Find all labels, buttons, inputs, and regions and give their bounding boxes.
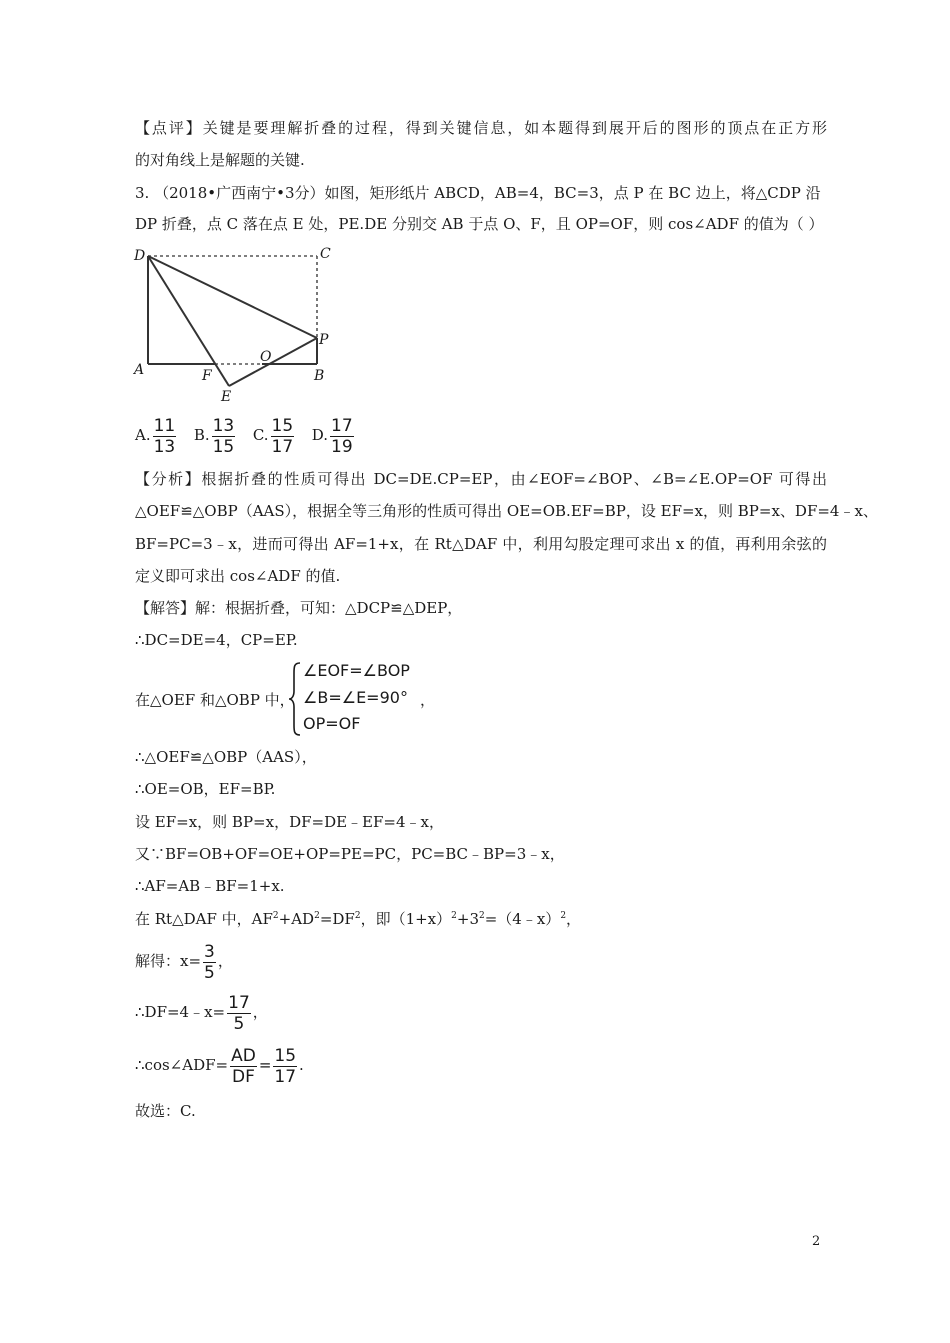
option-a[interactable]: A. $\frac{11}{13}$ [135,415,176,457]
label-f: F [202,368,212,384]
label-p: P [319,332,329,348]
solution-line-8: ∴AF=AB﹣BF=1+x. [135,877,285,895]
solution-line-7: 又∵BF=OB+OF=OE+OP=PE=PC，PC=BC﹣BP=3﹣x， [135,845,565,863]
system-eq-2: ∠B=∠E=90° [303,688,408,707]
label-c: C [320,246,331,262]
solution-line-2: ∴DC=DE=4，CP=EP. [135,631,298,649]
review-line-2: 的对角线上是解题的关键. [135,151,305,169]
analysis-line-2: △OEF≌△OBP（AAS），根据全等三角形的性质可得出 OE=OB.EF=BP，设 EF=x，则 BP=x、DF=4﹣x、 [135,502,878,520]
solution-line-5: ∴OE=OB，EF=BP. [135,780,276,798]
solution-line-3-prefix: 在△OEF 和△OBP 中， [135,691,295,709]
analysis-line-4: 定义即可求出 cos∠ADF 的值. [135,567,341,585]
solution-line-11: ∴DF=4﹣x= $\frac{17}{5}$ ， [135,992,268,1034]
page-number: 2 [812,1234,821,1249]
question-line-2: DP 折叠，点 C 落在点 E 处，PE.DE 分别交 AB 于点 O、F，且 OP=OF，则 cos∠ADF 的值为（ ） [135,215,824,233]
system-brace-icon [288,661,302,737]
solution-line-4: ∴△OEF≌△OBP（AAS）， [135,748,317,766]
edge-ep [229,338,317,386]
analysis-line-3: BF=PC=3﹣x，进而可得出 AF=1+x，在 Rt△DAF 中，利用勾股定理可求出 x 的值，再利用余弦的 [135,535,827,553]
system-eq-3: OP=OF [303,714,361,733]
solution-line-1: 【解答】解：根据折叠，可知：△DCP≌△DEP， [135,599,463,617]
geometry-figure [130,240,340,405]
options-row [135,414,356,457]
label-d: D [134,248,146,264]
label-a: A [134,362,145,378]
label-e: E [221,389,232,405]
option-b[interactable]: B. $\frac{13}{15}$ [193,415,235,457]
option-d[interactable]: D. $\frac{17}{19}$ [311,415,353,457]
solution-line-12: ∴cos∠ADF= $\frac{AD}{DF}$ = $\frac{15}{17}$ . [135,1045,304,1087]
analysis-line-1: 【分析】根据折叠的性质可得出 DC=DE.CP=EP，由∠EOF=∠BOP、∠B=∠E.OP=OF 可得出 [135,470,827,488]
option-c[interactable]: C. $\frac{15}{17}$ [252,415,294,457]
solution-line-9: 在 Rt△DAF 中，$AF^2+AD^2=DF^2$，即$(1+x)^2+3^2=(4﹣x)^2$， [135,910,582,928]
solution-line-10: 解得：x= $\frac{3}{5}$ ， [135,941,233,983]
solution-line-13: 故选：C. [135,1102,196,1120]
solution-line-3-suffix: ， [420,691,436,709]
system-eq-1: ∠EOF=∠BOP [303,661,410,680]
review-line-1: 【点评】关键是要理解折叠的过程，得到关键信息，如本题得到展开后的图形的顶点在正方形 [135,119,827,137]
label-b: B [314,368,325,384]
question-line-1: 3. （2018•广西南宁•3分）如图，矩形纸片 ABCD，AB=4，BC=3，点 P 在 BC 边上，将△CDP 沿 [135,184,821,202]
label-o: O [260,349,272,365]
solution-line-6: 设 EF=x，则 BP=x，DF=DE﹣EF=4﹣x， [135,813,444,831]
